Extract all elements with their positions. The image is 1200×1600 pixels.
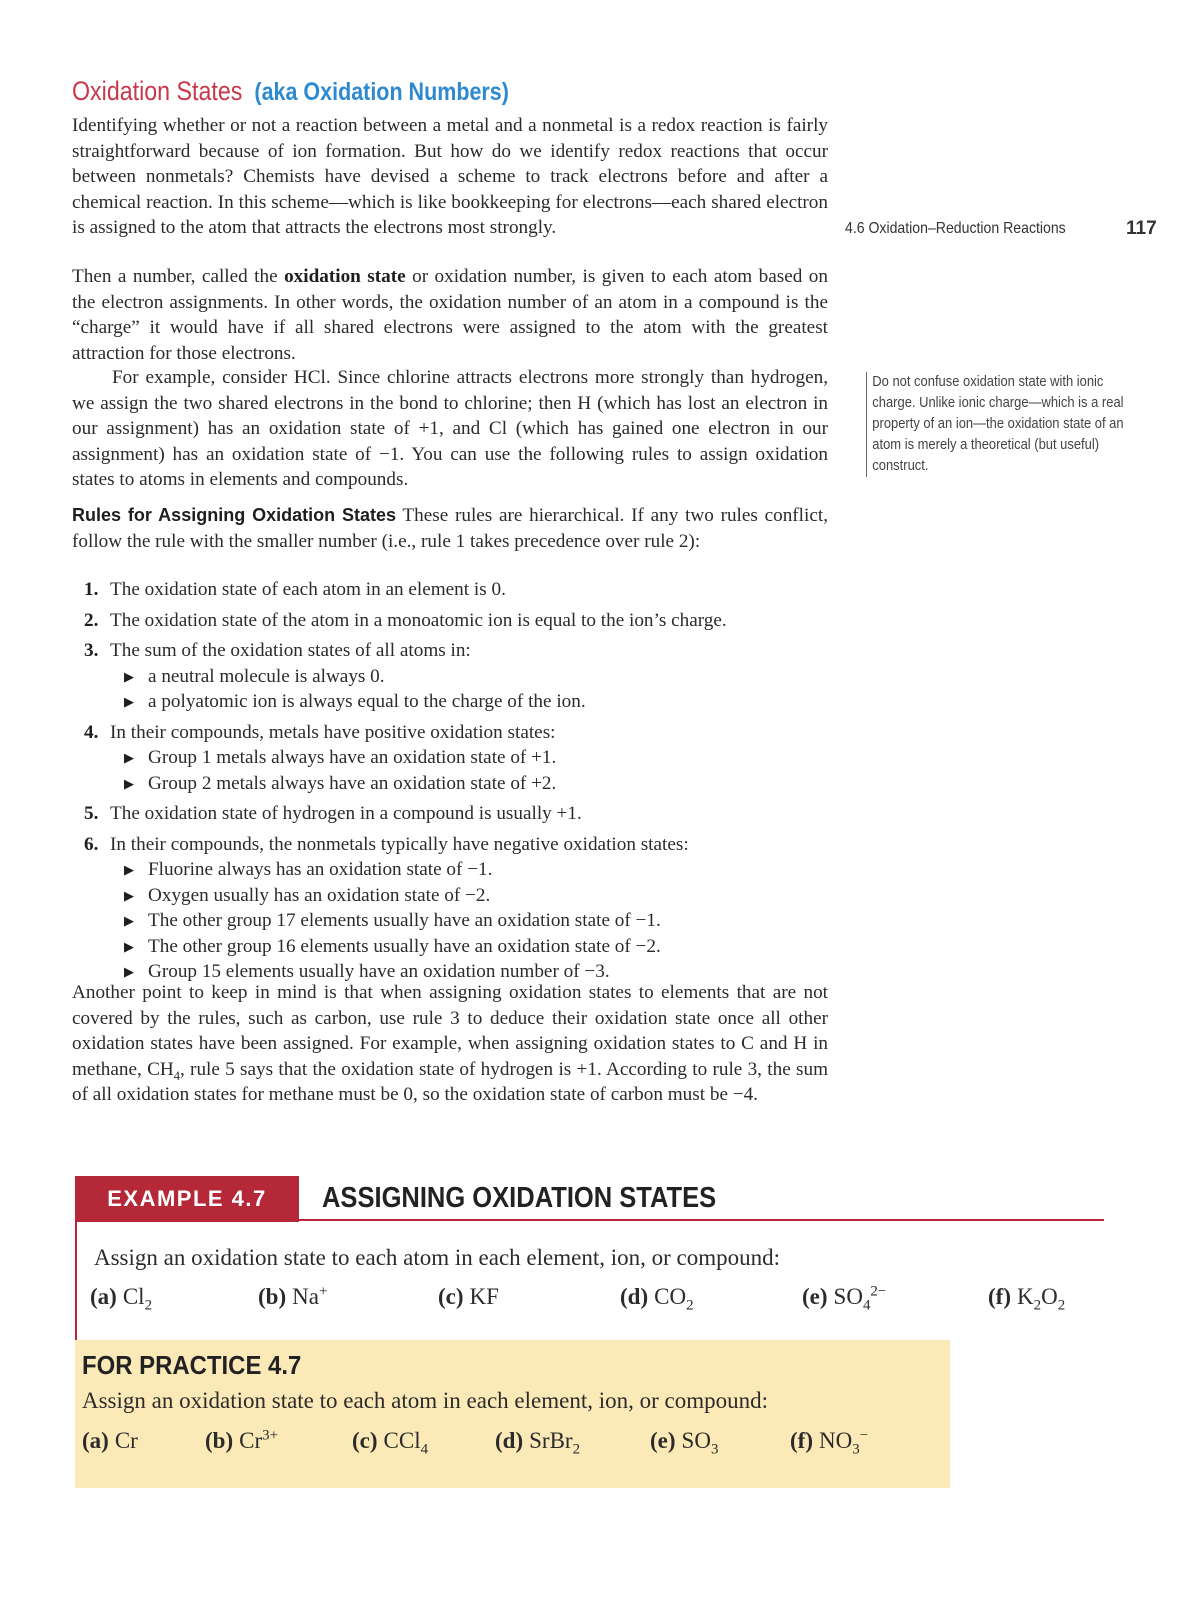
practice-formula: Cr <box>114 1428 138 1453</box>
rule-subitem-text: a neutral molecule is always 0. <box>148 665 385 687</box>
example-formula-superscript: + <box>318 1283 328 1300</box>
section-heading <box>72 76 509 107</box>
rules-list <box>84 577 844 990</box>
rules-lead: Rules for Assigning Oxidation States <box>72 505 397 525</box>
practice-formula: NO <box>818 1428 853 1453</box>
rule-number: 6. <box>84 833 99 855</box>
rule-text: The oxidation state of hydrogen in a compound is usually +1. <box>110 803 582 824</box>
rule-subitems <box>110 745 844 796</box>
example-item-label: (d) <box>620 1284 649 1309</box>
rule-subitem-text: The other group 17 elements usually have an oxidation state of −1. <box>148 910 661 931</box>
page-number: 117 <box>1126 218 1157 239</box>
rule-subitem <box>124 771 844 797</box>
rule-subitem-text: Group 15 elements usually have an oxidation number of −3. <box>148 961 610 982</box>
example-formula-subscript: 2 <box>1057 1297 1066 1314</box>
practice-item <box>205 1428 278 1454</box>
para2-text-before: Then a number, called the <box>72 266 285 287</box>
practice-item <box>495 1428 581 1458</box>
rule-item <box>84 801 844 827</box>
rule-subitem <box>124 745 844 771</box>
practice-formula-subscript: 3 <box>710 1441 719 1458</box>
example-item-label: (b) <box>258 1284 287 1309</box>
practice-formula: CCl <box>383 1428 421 1453</box>
rules-intro-text: These rules are hierarchical. If any two rules conflict, follow the rule with the smaller number (i.e., rule 1 takes precedence over rule 2): <box>72 505 828 552</box>
bullet-triangle-icon: ▶ <box>124 862 134 877</box>
example-formula-superscript: 2− <box>870 1283 887 1300</box>
intro-paragraph: Identifying whether or not a reaction between a metal and a nonmetal is a redox reaction is fairly straightforward because of ion formation. But how do we identify redox reactions that occur between nonmetals? Chemists have devised a scheme to track electrons before and after a chemical reaction. In this scheme—which is like bookkeeping for electrons—each shared electron is assigned to the atom that attracts the electrons most strongly. <box>72 115 828 239</box>
practice-formula-subscript: 2 <box>572 1441 581 1458</box>
practice-title: FOR PRACTICE 4.7 <box>82 1350 302 1380</box>
example-item <box>258 1284 327 1310</box>
rule-subitem-text: Group 2 metals always have an oxidation state of +2. <box>148 772 557 794</box>
rule-text: The oxidation state of each atom in an element is 0. <box>110 579 506 600</box>
methane-paragraph <box>72 980 828 1108</box>
example-formula: Na <box>292 1284 319 1309</box>
example-formula: KF <box>469 1284 499 1309</box>
rule-number: 1. <box>84 579 99 600</box>
example-prompt: Assign an oxidation state to each atom in each element, ion, or compound: <box>94 1245 780 1270</box>
example-label-box: EXAMPLE 4.7 <box>75 1176 299 1222</box>
rule-item <box>84 577 844 603</box>
example-title: ASSIGNING OXIDATION STATES <box>322 1182 717 1214</box>
example-formula-subscript: 2 <box>686 1297 694 1314</box>
rule-subitem <box>124 857 844 883</box>
rule-text: In their compounds, metals have positive oxidation states: <box>110 721 556 743</box>
running-header-section: 4.6 Oxidation–Reduction Reactions <box>845 220 1066 237</box>
example-item-label: (c) <box>438 1284 464 1309</box>
practice-item <box>352 1428 429 1458</box>
practice-prompt: Assign an oxidation state to each atom in each element, ion, or compound: <box>82 1388 768 1413</box>
bullet-triangle-icon: ▶ <box>124 750 134 765</box>
bullet-triangle-icon: ▶ <box>124 887 134 903</box>
example-item <box>90 1284 153 1314</box>
rule-subitem <box>124 883 844 909</box>
rule-text: The sum of the oxidation states of all atoms in: <box>110 640 471 661</box>
practice-formula-subscript: 3 <box>852 1441 860 1458</box>
practice-formula-superscript: 3+ <box>262 1427 279 1444</box>
example-formula: K <box>1016 1284 1034 1309</box>
practice-formula: SO <box>681 1428 711 1453</box>
practice-item <box>650 1428 719 1458</box>
example-left-border <box>75 1222 77 1340</box>
practice-formula-superscript: − <box>859 1427 869 1444</box>
example-item <box>620 1284 694 1314</box>
bullet-triangle-icon: ▶ <box>124 938 134 954</box>
practice-item <box>82 1428 138 1454</box>
example-formula: Cl <box>122 1284 145 1309</box>
rule-number: 4. <box>84 721 99 743</box>
practice-formula: SrBr <box>529 1428 573 1453</box>
example-formula: CO <box>654 1284 687 1309</box>
rule-subitems <box>110 857 844 985</box>
rule-subitem <box>124 908 844 934</box>
example-item <box>802 1283 887 1314</box>
bullet-triangle-icon: ▶ <box>124 668 134 684</box>
rule-item <box>84 638 844 715</box>
example-formula-subscript: 2 <box>144 1297 153 1314</box>
bullet-triangle-icon: ▶ <box>124 964 134 979</box>
practice-item-label: (a) <box>82 1428 109 1453</box>
rule-subitem <box>124 664 844 690</box>
practice-item-label: (c) <box>352 1428 378 1453</box>
bullet-triangle-icon: ▶ <box>124 775 134 791</box>
oxidation-state-definition-paragraph <box>72 264 828 366</box>
rule-subitem <box>124 934 844 960</box>
rule-subitem-text: Fluorine always has an oxidation state of −1. <box>148 859 493 880</box>
hcl-example-paragraph: For example, consider HCl. Since chlorine attracts electrons more strongly than hydrogen, we assign the two shared electrons in the bond to chlorine; then H (which has lost an electron in our assignment) has an oxidation state of +1, and Cl (which has gained one electron in our assignment) has an oxidation state of −1. You can use the following rules to assign oxidation states to atoms in elements and compounds. <box>72 367 828 491</box>
practice-formula: Cr <box>239 1428 263 1453</box>
practice-item-label: (f) <box>790 1428 813 1453</box>
rule-item <box>84 720 844 797</box>
rule-subitem-text: Group 1 metals always have an oxidation state of +1. <box>148 747 557 768</box>
bullet-triangle-icon: ▶ <box>124 913 134 928</box>
example-item <box>438 1284 499 1310</box>
practice-item <box>790 1427 869 1458</box>
margin-note: Do not confuse oxidation state with ionic charge. Unlike ionic charge—which is a real property of an ion—the oxidation state of an atom is merely a theoretical (but useful) construct. <box>866 372 1142 477</box>
practice-item-label: (d) <box>495 1428 524 1453</box>
bullet-triangle-icon: ▶ <box>124 694 134 709</box>
practice-formula-subscript: 4 <box>420 1441 429 1458</box>
example-item-label: (a) <box>90 1284 117 1309</box>
rule-subitem-text: Oxygen usually has an oxidation state of −2. <box>148 884 491 906</box>
rule-item <box>84 832 844 985</box>
example-formula: SO <box>833 1284 863 1309</box>
rule-number: 3. <box>84 640 99 661</box>
example-formula-part: O <box>1041 1284 1058 1309</box>
example-formula-subscript: 4 <box>862 1297 871 1314</box>
rules-intro-paragraph <box>72 503 828 554</box>
example-divider <box>299 1219 1104 1221</box>
rule-subitems <box>110 664 844 715</box>
example-item <box>988 1284 1066 1314</box>
practice-item-label: (e) <box>650 1428 676 1453</box>
para4-text-b: , rule 5 says that the oxidation state of hydrogen is +1. According to rule 3, the sum of all oxidation states for methane must be 0, so the oxidation state of carbon must be −4. <box>72 1058 828 1106</box>
rule-text: The oxidation state of the atom in a monoatomic ion is equal to the ion’s charge. <box>110 609 727 631</box>
heading-title: Oxidation States <box>72 76 243 106</box>
practice-item-label: (b) <box>205 1428 234 1453</box>
example-item-label: (e) <box>802 1284 828 1309</box>
para4-text-a: Another point to keep in mind is that when assigning oxidation states to elements that are not covered by the rules, such as carbon, use rule 3 to deduce their oxidation state once all other oxidation states have been assigned. For example, when assigning oxidation states to C and H in methane, CH <box>72 982 828 1080</box>
rule-item <box>84 608 844 634</box>
key-term-oxidation-state: oxidation state <box>284 266 406 287</box>
para2-text-after: or oxidation number, is given to each atom based on the electron assignments. In other words, the oxidation number of an atom in a compound is the “charge” it would have if all shared electrons were assigned to the atom with the greatest attraction for those electrons. <box>72 266 828 364</box>
rule-subitem-text: a polyatomic ion is always equal to the charge of the ion. <box>148 691 586 712</box>
example-item-label: (f) <box>988 1284 1011 1309</box>
rule-number: 2. <box>84 609 99 631</box>
rule-text: In their compounds, the nonmetals typically have negative oxidation states: <box>110 833 689 855</box>
para4-subscript: 4 <box>173 1068 180 1083</box>
example-formula-subscript: 2 <box>1033 1297 1042 1314</box>
rule-subitem <box>124 689 844 715</box>
heading-aka: (aka Oxidation Numbers) <box>254 78 509 106</box>
rule-subitem-text: The other group 16 elements usually have an oxidation state of −2. <box>148 935 661 957</box>
rule-number: 5. <box>84 803 99 824</box>
